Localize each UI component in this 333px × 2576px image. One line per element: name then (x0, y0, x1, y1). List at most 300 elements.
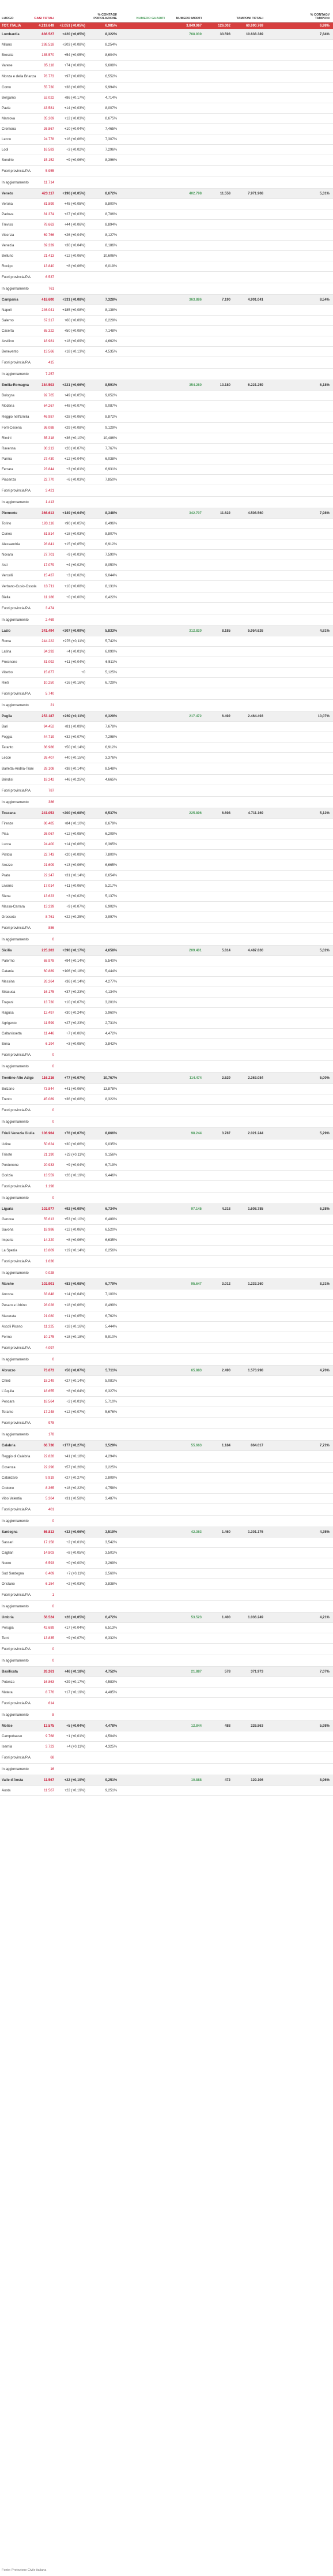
place-name: In aggiornamento (2, 800, 29, 804)
table-row (0, 124, 333, 134)
total-cases: 13.239 (43, 905, 54, 909)
place-name: Fuori provincia/P.A. (2, 489, 32, 493)
place-name: Frosinone (2, 660, 17, 664)
table-row (0, 272, 333, 283)
place-name: Lombardia (2, 32, 20, 36)
place-name: Pesaro e Urbino (2, 1303, 27, 1307)
place-name: Umbria (2, 1615, 14, 1619)
daily-variation: +8 (+0,05%) (66, 1551, 85, 1555)
table-row (0, 1225, 333, 1235)
total-cases: 56.813 (43, 1530, 54, 1534)
daily-variation: +9 (+0,06%) (66, 158, 85, 162)
header-tamponi: TAMPONI TOTALI (236, 17, 263, 20)
total-cases: 6.194 (45, 1042, 54, 1046)
daily-variation: +54 (+0,05%) (64, 53, 85, 57)
pct-population: 6,365% (105, 842, 117, 846)
daily-variation: +12 (+0,04%) (64, 457, 85, 461)
table-row (0, 93, 333, 103)
pct-population: 10,606% (103, 254, 117, 258)
pct-population: 6,511% (105, 660, 117, 664)
total-cases: 0.028 (45, 1271, 54, 1275)
pct-population: 3,269% (105, 1561, 117, 1565)
total-cases: 81.374 (43, 212, 54, 216)
pct-population: 8,007% (105, 106, 117, 110)
total-cases: 18.655 (43, 1389, 54, 1393)
total-cases: 0 (52, 1659, 54, 1663)
daily-variation: +18 (+0,06%) (64, 1303, 85, 1307)
place-name: Fuori provincia/P.A. (2, 1701, 32, 1705)
table-row (0, 1397, 333, 1407)
daily-variation: +18 (+0,13%) (64, 350, 85, 354)
total-cases: 11.567 (44, 1788, 54, 1793)
region-row (0, 1721, 333, 1731)
pct-population: 7,767% (105, 447, 117, 451)
place-name: Vibo Valentia (2, 1497, 22, 1501)
place-name: Aosta (2, 1788, 11, 1793)
table-row (0, 998, 333, 1008)
pct-population: 5,217% (105, 884, 117, 888)
tests: 4.901.041 (248, 298, 263, 302)
daily-variation: +221 (+0,06%) (62, 383, 85, 387)
daily-variation: +50 (+0,08%) (64, 329, 85, 333)
total-cases: 978 (48, 1421, 54, 1425)
pct-tests: 5,12% (319, 811, 330, 815)
table-row (0, 71, 333, 83)
daily-variation: +18 (+0,18%) (64, 1335, 85, 1339)
table-row (0, 1688, 333, 1698)
total-cases: 68.978 (43, 959, 54, 963)
pct-population: 8,496% (105, 522, 117, 526)
total-cases: 68 (50, 1756, 54, 1760)
daily-variation: +7 (+0,06%) (66, 1032, 85, 1036)
pct-population: 2,731% (105, 1021, 117, 1025)
pct-population: 6,019% (105, 264, 117, 268)
total-cases: 5.955 (45, 169, 54, 173)
daily-variation: +37 (+0,23%) (64, 990, 85, 994)
daily-variation: +23 (+0,11%) (65, 1153, 85, 1157)
table-row (0, 305, 333, 316)
deaths: 3.787 (221, 1131, 230, 1135)
daily-variation: +46 (+0,25%) (64, 778, 85, 782)
recovered: 363.886 (189, 298, 202, 302)
total-cases: 415 (48, 361, 54, 365)
daily-variation: +149 (+0,04%) (62, 511, 85, 515)
deaths: 2.529 (221, 1076, 230, 1080)
table-row (0, 1039, 333, 1049)
daily-variation: +32 (+0,07%) (64, 735, 85, 739)
deaths: 33.593 (220, 32, 230, 36)
deaths: 6.698 (221, 811, 230, 815)
total-cases: 16.863 (43, 1680, 54, 1684)
daily-variation: +196 (+0,05%) (62, 192, 85, 196)
region-row (0, 1441, 333, 1451)
table-row (0, 485, 333, 497)
pct-population: 8,050% (105, 563, 117, 567)
table-row (0, 177, 333, 189)
tests: 6.221.259 (248, 383, 263, 387)
table-row (0, 1214, 333, 1225)
table-row (0, 444, 333, 454)
pct-population: 6,513% (105, 1626, 117, 1630)
daily-variation: +29 (+0,08%) (64, 426, 85, 430)
table-row (0, 871, 333, 881)
table-row (0, 1418, 333, 1429)
total-cases: 8.761 (45, 915, 54, 919)
table-row (0, 411, 333, 423)
place-name: Trento (2, 1097, 12, 1101)
pct-population: 7,296% (105, 148, 117, 152)
deaths: 5.814 (221, 948, 230, 953)
place-name: In aggiornamento (2, 181, 29, 185)
table-row (0, 283, 333, 295)
total-cases: 18.242 (43, 778, 54, 782)
daily-variation: +28 (+0,06%) (64, 415, 85, 419)
daily-variation: +27 (+0,03%) (64, 212, 85, 216)
table-row (0, 1193, 333, 1204)
table-body (0, 23, 333, 1796)
pct-population: 5,910% (105, 1335, 117, 1339)
place-name: Lazio (2, 629, 11, 633)
table-row (0, 1516, 333, 1527)
total-cases: 0 (52, 1196, 54, 1200)
table-row (0, 230, 333, 241)
total-cases: 787 (48, 789, 54, 793)
pct-tests: 5,02% (319, 948, 330, 953)
header-casi: CASI TOTALI (34, 17, 54, 20)
pct-population: 7,298% (105, 735, 117, 739)
deaths: 2.490 (221, 1368, 230, 1373)
pct-tests: 5,00% (319, 1076, 330, 1080)
place-name: Fuori provincia/P.A. (2, 1421, 32, 1425)
pct-population: 8,322% (105, 32, 117, 36)
daily-variation: +10 (+0,04%) (64, 127, 85, 131)
total-cases: 22.247 (43, 873, 54, 878)
daily-variation: +14 (+0,03%) (64, 106, 85, 110)
table-row (0, 50, 333, 61)
tests: 10.638.389 (245, 32, 263, 36)
pct-population: 6,665% (105, 863, 117, 867)
place-name: Bari (2, 725, 8, 729)
place-name: Fuori provincia/P.A. (2, 606, 32, 610)
daily-variation: +6 (+0,03%) (66, 478, 85, 482)
place-name: Novara (2, 553, 13, 557)
pct-population: 6,985% (105, 24, 117, 28)
deaths: 1.184 (221, 1443, 230, 1448)
place-name: Basilicata (2, 1670, 18, 1674)
place-name: Chieti (2, 1379, 11, 1383)
pct-population: 3,519% (105, 1530, 117, 1534)
place-name: Fuori provincia/P.A. (2, 1756, 32, 1760)
pct-tests: 7,72% (319, 1443, 330, 1448)
place-name: Reggio nell'Emilia (2, 415, 29, 419)
place-name: Prato (2, 873, 10, 878)
place-name: Pordenone (2, 1163, 19, 1167)
daily-variation: +18 (+0,22%) (64, 1486, 85, 1490)
table-row (0, 209, 333, 220)
table-row (0, 155, 333, 166)
daily-variation: +11 (+0,04%) (65, 660, 85, 664)
daily-variation: +3 (+0,02%) (66, 573, 85, 578)
place-name: Rovigo (2, 264, 13, 268)
total-cases: 1.198 (45, 1184, 54, 1188)
total-cases: 55.730 (43, 85, 54, 89)
place-name: Piacenza (2, 478, 16, 482)
table-row (0, 700, 333, 711)
daily-variation: +11 (+0,06%) (65, 884, 85, 888)
total-cases: 401 (48, 1508, 54, 1512)
place-name: Forlì-Cesena (2, 426, 22, 430)
table-row (0, 519, 333, 529)
place-name: Caserta (2, 329, 14, 333)
place-name: Piemonte (2, 511, 18, 515)
pct-population: 9,251% (105, 1788, 117, 1793)
daily-variation: +86 (+0,17%) (64, 96, 85, 100)
total-cases: 17.014 (43, 884, 54, 888)
daily-variation: +44 (+0,06%) (64, 223, 85, 227)
table-row (0, 336, 333, 347)
pct-population: 4,504% (105, 1734, 117, 1738)
pct-population: 3,529% (105, 1443, 117, 1448)
daily-variation: +106 (+0,18%) (62, 969, 85, 973)
region-row (0, 1073, 333, 1084)
table-row (0, 145, 333, 155)
total-cases: 78.663 (43, 223, 54, 227)
total-cases: 13.835 (43, 1636, 54, 1640)
tests: 226.863 (251, 1724, 263, 1728)
place-name: Fuori provincia/P.A. (2, 1593, 32, 1597)
total-cases: 3.421 (45, 489, 54, 493)
total-cases: 64.267 (43, 404, 54, 408)
table-row (0, 326, 333, 336)
table-row (0, 1268, 333, 1279)
recovered: 55.663 (191, 1443, 202, 1448)
table-row (0, 987, 333, 998)
daily-variation: +4 (+0,01%) (66, 650, 85, 654)
place-name: Vicenza (2, 233, 14, 237)
place-name: Veneto (2, 192, 13, 196)
place-name: In aggiornamento (2, 372, 29, 376)
pct-population: 6,256% (105, 1248, 117, 1253)
daily-variation: +53 (+0,10%) (64, 1217, 85, 1221)
total-cases: 27.701 (43, 553, 54, 557)
daily-variation: +26 (+0,19%) (64, 1173, 85, 1178)
pct-population: 4,472% (105, 1032, 117, 1036)
pct-population: 6,520% (105, 1228, 117, 1232)
region-row (0, 29, 333, 40)
table-row (0, 678, 333, 688)
pct-population: 9,087% (105, 404, 117, 408)
table-row (0, 401, 333, 411)
pct-population: 3,960% (105, 1011, 117, 1015)
daily-variation: +46 (+0,18%) (64, 1670, 85, 1674)
place-name: In aggiornamento (2, 1120, 29, 1124)
place-name: Oristano (2, 1582, 15, 1586)
table-row (0, 1589, 333, 1601)
pct-population: 9,044% (105, 573, 117, 578)
total-cases: 76.773 (43, 74, 54, 78)
daily-variation: +92 (+0,09%) (64, 1207, 85, 1211)
recovered: 12.844 (191, 1724, 202, 1728)
table-row (0, 134, 333, 145)
pct-population: 6,635% (105, 1238, 117, 1242)
table-row (0, 1752, 333, 1764)
total-cases: 11.599 (44, 1021, 54, 1025)
recovered: 53.523 (191, 1615, 202, 1619)
total-cases: 30.213 (43, 447, 54, 451)
daily-variation: +57 (+0,26%) (64, 1465, 85, 1469)
region-row (0, 1366, 333, 1376)
total-cases: 244.222 (41, 639, 54, 643)
table-row (0, 1407, 333, 1418)
pct-tests: 8,96% (319, 1778, 330, 1782)
pct-population: 8,675% (105, 117, 117, 121)
total-cases: 46.987 (43, 415, 54, 419)
pct-population: 8,807% (105, 532, 117, 536)
place-name: Genova (2, 1217, 14, 1221)
table-row (0, 571, 333, 581)
table-row (0, 1322, 333, 1332)
table-row (0, 1008, 333, 1018)
daily-variation: +12 (+0,06%) (64, 1228, 85, 1232)
pct-tests: 4,81% (319, 629, 330, 633)
place-name: Latina (2, 650, 12, 654)
table-row (0, 316, 333, 326)
recovered: 95.647 (191, 1282, 202, 1286)
pct-population: 8,348% (105, 511, 117, 515)
place-name: Roma (2, 639, 12, 643)
pct-population: 8,186% (105, 243, 117, 248)
place-name: Asti (2, 563, 8, 567)
pct-tests: 7,84% (319, 32, 330, 36)
header-pct-tamponi: % CONTAGI/ TAMPONI (310, 13, 330, 20)
table-row (0, 1579, 333, 1589)
total-cases: 28.841 (43, 542, 54, 546)
total-cases: 7.257 (45, 372, 54, 376)
daily-variation: +97 (+0,09%) (64, 74, 85, 78)
pct-population: 4,662% (105, 339, 117, 343)
table-row (0, 1429, 333, 1441)
total-cases: 241.053 (41, 811, 54, 815)
place-name: Sondrio (2, 158, 14, 162)
daily-variation: +27 (+0,14%) (64, 1379, 85, 1383)
table-row (0, 40, 333, 50)
total-cases: 246.041 (41, 308, 54, 312)
daily-variation: +307 (+0,09%) (62, 629, 85, 633)
total-cases: 341.494 (41, 629, 54, 633)
place-name: Messina (2, 980, 15, 984)
daily-variation: +94 (+0,14%) (64, 959, 85, 963)
table-row (0, 1473, 333, 1483)
daily-variation: +30 (+0,06%) (64, 1142, 85, 1146)
daily-variation: +12 (+0,06%) (64, 254, 85, 258)
region-row (0, 1128, 333, 1139)
place-name: Crotone (2, 1486, 14, 1490)
total-cases: 22.743 (43, 853, 54, 857)
header-luogo: LUOGO (2, 17, 14, 20)
pct-population: 6,762% (105, 1314, 117, 1318)
table-row (0, 550, 333, 560)
daily-variation: +4 (+0,11%) (66, 1745, 85, 1749)
daily-variation: +36 (+0,08%) (64, 1097, 85, 1101)
tests: 371.973 (251, 1670, 263, 1674)
place-name: Benevento (2, 350, 18, 354)
total-cases: 11.567 (43, 1778, 54, 1782)
pct-population: 6,912% (105, 542, 117, 546)
place-name: Fuori provincia/P.A. (2, 1346, 32, 1350)
daily-variation: +9 (+0,07%) (66, 1636, 85, 1640)
place-name: In aggiornamento (2, 1604, 29, 1608)
deaths: 472 (224, 1778, 230, 1782)
region-row (0, 1775, 333, 1786)
total-cases: 85.118 (44, 63, 54, 68)
tests: 7.971.908 (248, 192, 263, 196)
total-cases: 67.317 (43, 318, 54, 323)
place-name: Fuori provincia/P.A. (2, 169, 32, 173)
total-cases: 135.570 (41, 53, 54, 57)
deaths: 4.318 (221, 1207, 230, 1211)
place-name: In aggiornamento (2, 618, 29, 622)
table-row (0, 1246, 333, 1256)
daily-variation: +29 (+0,17%) (64, 1680, 85, 1684)
table-row (0, 1049, 333, 1061)
total-cases: 26.067 (43, 832, 54, 836)
total-cases: 45.089 (43, 1097, 54, 1101)
place-name: Fuori provincia/P.A. (2, 926, 32, 930)
table-row (0, 1343, 333, 1354)
place-name: Trapani (2, 1000, 14, 1004)
pct-population: 3,501% (105, 1551, 117, 1555)
total-cases: 17.158 (43, 1540, 54, 1544)
place-name: Cremona (2, 127, 16, 131)
pct-population: 5,676% (105, 1410, 117, 1414)
place-name: Cuneo (2, 532, 12, 536)
pct-population: 8,499% (105, 1303, 117, 1307)
place-name: Fuori provincia/P.A. (2, 275, 32, 279)
daily-variation: +14 (+0,04%) (64, 1292, 85, 1296)
total-cases: 22.296 (43, 1465, 54, 1469)
total-cases: 55.613 (43, 1217, 54, 1221)
table-row (0, 1300, 333, 1311)
daily-variation: +48 (+0,07%) (64, 404, 85, 408)
pct-population: 6,912% (105, 745, 117, 749)
place-name: In aggiornamento (2, 1196, 29, 1200)
total-cases: 69.766 (43, 233, 54, 237)
pct-population: 9,052% (105, 393, 117, 398)
place-name: In aggiornamento (2, 938, 29, 942)
daily-variation: +40 (+0,15%) (64, 756, 85, 760)
total-cases: 178 (48, 1433, 54, 1437)
daily-variation: +31 (+0,58%) (64, 1497, 85, 1501)
daily-variation: +2.051 (+0,05%) (59, 24, 85, 28)
daily-variation: +81 (+0,09%) (64, 725, 85, 729)
daily-variation: +31 (+0,14%) (64, 873, 85, 878)
tests: 1.608.785 (248, 1207, 263, 1211)
table-row (0, 529, 333, 539)
total-cases: 6.154 (45, 1582, 54, 1586)
pct-population: 5,742% (105, 639, 117, 643)
place-name: Agrigento (2, 1021, 17, 1025)
total-cases: 24.778 (43, 137, 54, 141)
place-name: Savona (2, 1228, 14, 1232)
place-name: In aggiornamento (2, 1519, 29, 1523)
pct-population: 3,201% (105, 1000, 117, 1004)
place-name: Como (2, 85, 12, 89)
place-name: In aggiornamento (2, 1358, 29, 1362)
place-name: Taranto (2, 745, 14, 749)
table-row (0, 763, 333, 775)
region-row (0, 711, 333, 722)
place-name: Friuli Venezia Giulia (2, 1131, 35, 1135)
